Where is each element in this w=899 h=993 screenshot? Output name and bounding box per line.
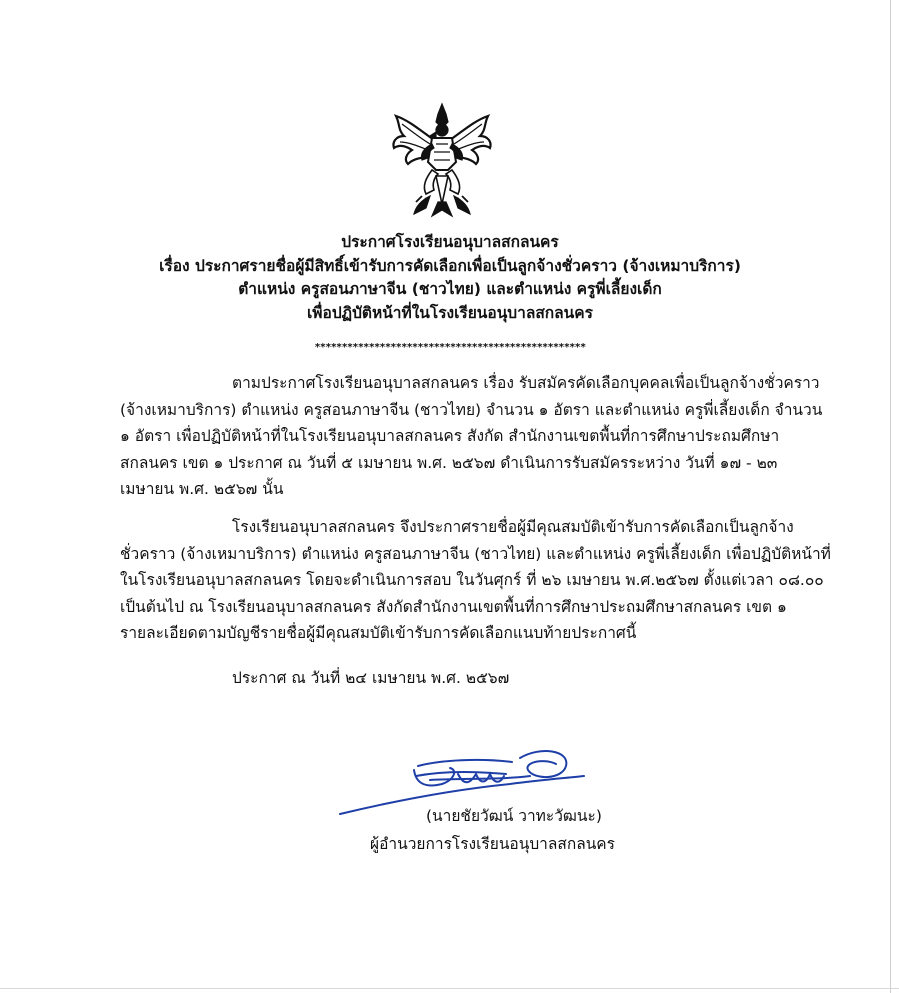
announcement-date: ประกาศ ณ วันที่ ๒๔ เมษายน พ.ศ. ๒๕๖๗ <box>232 669 510 687</box>
paragraph-line: สกลนคร เขต ๑ ประกาศ ณ วันที่ ๕ เมษายน พ.ศ. ๒๕๖๗ ดำเนินการรับสมัครระหว่าง วันที่ ๑๗ - ๒๓ <box>120 453 778 472</box>
paragraph-line: ตามประกาศโรงเรียนอนุบาลสกลนคร เรื่อง รับสมัครคัดเลือกบุคคลเพื่อเป็นลูกจ้างชั่วคราว <box>232 374 820 392</box>
page-edge-right <box>890 0 891 993</box>
signer-position: ผู้อำนวยการโรงเรียนอนุบาลสกลนคร <box>370 835 615 853</box>
header-separator: ************************************************** <box>314 342 586 353</box>
announcement-purpose: เพื่อปฏิบัติหน้าที่ในโรงเรียนอนุบาลสกลนคร <box>307 303 593 322</box>
garuda-emblem-icon <box>386 100 498 220</box>
announcement-positions: ตำแหน่ง ครูสอนภาษาจีน (ชาวไทย) และตำแหน่ง ครูพี่เลี้ยงเด็ก <box>238 280 662 298</box>
paragraph-2 <box>120 514 831 647</box>
paragraph-line: ในโรงเรียนอนุบาลสกลนคร โดยจะดำเนินการสอบ ในวันศุกร์ ที่ ๒๖ เมษายน พ.ศ.๒๕๖๗ ตั้งแต่เวลา ๐๘.๐๐ <box>120 571 824 589</box>
announcement-title: ประกาศโรงเรียนอนุบาลสกลนคร <box>341 233 559 251</box>
paragraph-line: เป็นต้นไป ณ โรงเรียนอนุบาลสกลนคร สังกัดสำนักงานเขตพื้นที่การศึกษาประถมศึกษาสกลนคร เขต ๑ <box>120 597 787 616</box>
announcement-subject: เรื่อง ประกาศรายชื่อผู้มีสิทธิ์เข้ารับการคัดเลือกเพื่อเป็นลูกจ้างชั่วคราว (จ้างเหมาบริการ) <box>159 256 741 275</box>
paragraph-line: ชั่วคราว (จ้างเหมาบริการ) ตำแหน่ง ครูสอนภาษาจีน (ชาวไทย) และตำแหน่ง ครูพี่เลี้ยงเด็ก เพื่อปฏิบัติหน้าที่ <box>120 544 831 563</box>
paragraph-line: (จ้างเหมาบริการ) ตำแหน่ง ครูสอนภาษาจีน (ชาวไทย) จำนวน ๑ อัตรา และตำแหน่ง ครูพี่เลี้ยงเด็ก จำนวน <box>120 400 823 419</box>
signer-block <box>330 802 630 858</box>
paragraph-line: โรงเรียนอนุบาลสกลนคร จึงประกาศรายชื่อผู้มีคุณสมบัติเข้ารับการคัดเลือกเป็นลูกจ้าง <box>232 518 794 536</box>
paragraph-line: เมษายน พ.ศ. ๒๕๖๗ นั้น <box>120 480 284 498</box>
signer-name: (นายชัยวัฒน์ วาทะวัฒนะ) <box>426 807 602 825</box>
paragraph-1 <box>120 370 823 503</box>
announcement-header <box>60 231 840 325</box>
paragraph-line: ๑ อัตรา เพื่อปฏิบัติหน้าที่ในโรงเรียนอนุบาลสกลนคร สังกัด สำนักงานเขตพื้นที่การศึกษาประถมศึกษา <box>120 427 780 445</box>
page-edge-bottom <box>0 988 899 989</box>
paragraph-line: รายละเอียดตามบัญชีรายชื่อผู้มีคุณสมบัติเข้ารับการคัดเลือกแนบท้ายประกาศนี้ <box>120 624 637 642</box>
